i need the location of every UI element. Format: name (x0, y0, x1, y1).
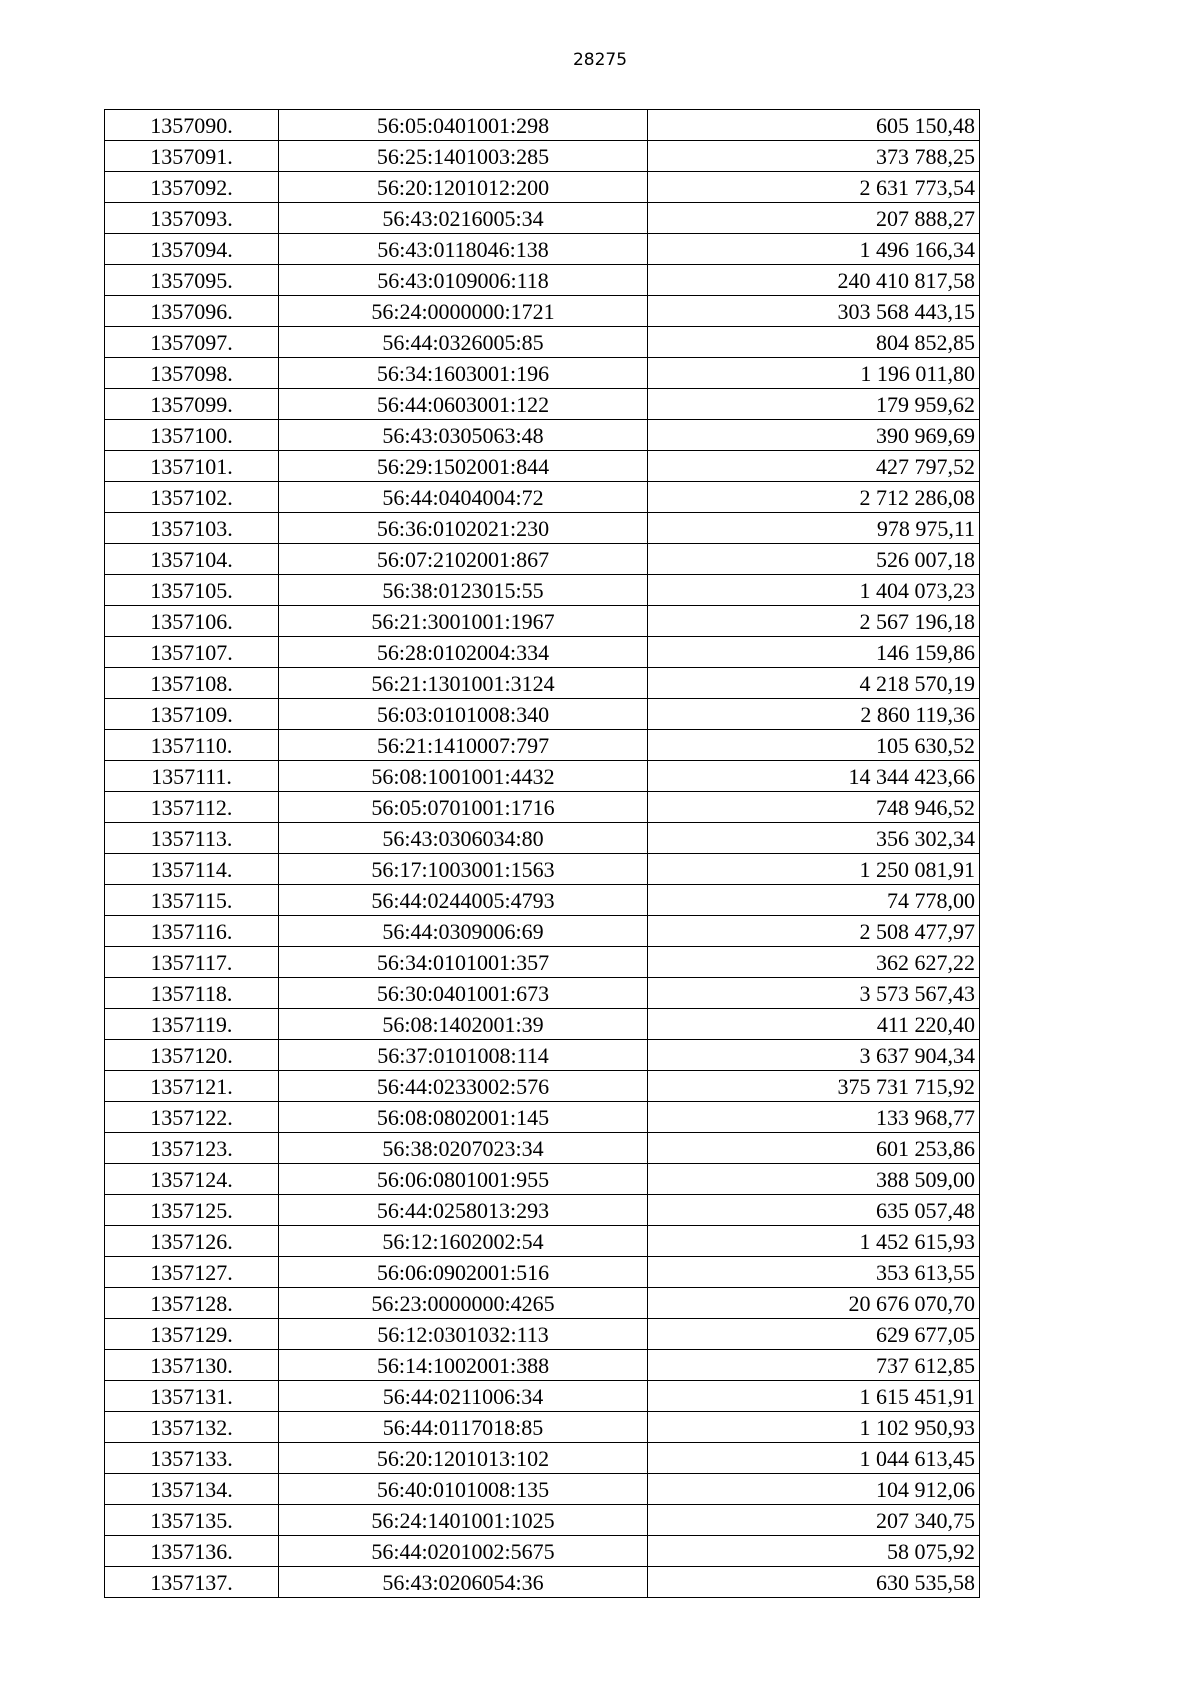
row-number-cell: 1357135. (105, 1505, 279, 1536)
cadastral-number-cell: 56:08:0802001:145 (279, 1102, 648, 1133)
cadastral-number-cell: 56:23:0000000:4265 (279, 1288, 648, 1319)
value-cell: 1 102 950,93 (648, 1412, 980, 1443)
cadastral-number-cell: 56:24:1401001:1025 (279, 1505, 648, 1536)
value-cell: 1 452 615,93 (648, 1226, 980, 1257)
table-row (105, 420, 980, 451)
cadastral-number-cell: 56:44:0117018:85 (279, 1412, 648, 1443)
row-number-cell: 1357113. (105, 823, 279, 854)
value-cell: 1 196 011,80 (648, 358, 980, 389)
cadastral-number-cell: 56:44:0603001:122 (279, 389, 648, 420)
row-number-cell: 1357125. (105, 1195, 279, 1226)
page-number: 28275 (572, 50, 628, 70)
table-row (105, 1381, 980, 1412)
value-cell: 14 344 423,66 (648, 761, 980, 792)
value-cell: 356 302,34 (648, 823, 980, 854)
table-row (105, 1412, 980, 1443)
value-cell: 390 969,69 (648, 420, 980, 451)
value-cell: 1 404 073,23 (648, 575, 980, 606)
row-number-cell: 1357101. (105, 451, 279, 482)
cadastral-number-cell: 56:08:1001001:4432 (279, 761, 648, 792)
cadastral-number-cell: 56:20:1201012:200 (279, 172, 648, 203)
cadastral-number-cell: 56:21:3001001:1967 (279, 606, 648, 637)
row-number-cell: 1357105. (105, 575, 279, 606)
row-number-cell: 1357107. (105, 637, 279, 668)
value-cell: 207 888,27 (648, 203, 980, 234)
row-number-cell: 1357136. (105, 1536, 279, 1567)
row-number-cell: 1357090. (105, 110, 279, 141)
cadastral-number-cell: 56:05:0701001:1716 (279, 792, 648, 823)
row-number-cell: 1357116. (105, 916, 279, 947)
cadastral-number-cell: 56:43:0206054:36 (279, 1567, 648, 1598)
value-cell: 2 860 119,36 (648, 699, 980, 730)
row-number-cell: 1357117. (105, 947, 279, 978)
row-number-cell: 1357104. (105, 544, 279, 575)
value-cell: 179 959,62 (648, 389, 980, 420)
cadastral-number-cell: 56:44:0258013:293 (279, 1195, 648, 1226)
row-number-cell: 1357120. (105, 1040, 279, 1071)
cadastral-number-cell: 56:29:1502001:844 (279, 451, 648, 482)
value-cell: 373 788,25 (648, 141, 980, 172)
value-cell: 1 615 451,91 (648, 1381, 980, 1412)
table-row (105, 1288, 980, 1319)
row-number-cell: 1357112. (105, 792, 279, 823)
value-cell: 104 912,06 (648, 1474, 980, 1505)
cadastral-number-cell: 56:24:0000000:1721 (279, 296, 648, 327)
table-row (105, 513, 980, 544)
cadastral-number-cell: 56:34:0101001:357 (279, 947, 648, 978)
table-row (105, 110, 980, 141)
value-cell: 1 496 166,34 (648, 234, 980, 265)
cadastral-number-cell: 56:28:0102004:334 (279, 637, 648, 668)
table-row (105, 544, 980, 575)
value-cell: 133 968,77 (648, 1102, 980, 1133)
row-number-cell: 1357098. (105, 358, 279, 389)
cadastral-number-cell: 56:43:0109006:118 (279, 265, 648, 296)
table-row (105, 482, 980, 513)
cadastral-number-cell: 56:44:0244005:4793 (279, 885, 648, 916)
table-row (105, 451, 980, 482)
table-row (105, 1567, 980, 1598)
value-cell: 375 731 715,92 (648, 1071, 980, 1102)
row-number-cell: 1357094. (105, 234, 279, 265)
cadastral-number-cell: 56:06:0902001:516 (279, 1257, 648, 1288)
cadastral-number-cell: 56:40:0101008:135 (279, 1474, 648, 1505)
value-cell: 353 613,55 (648, 1257, 980, 1288)
table-row (105, 1257, 980, 1288)
row-number-cell: 1357109. (105, 699, 279, 730)
value-cell: 2 508 477,97 (648, 916, 980, 947)
table-row (105, 358, 980, 389)
value-cell: 605 150,48 (648, 110, 980, 141)
value-cell: 2 631 773,54 (648, 172, 980, 203)
cadastral-number-cell: 56:20:1201013:102 (279, 1443, 648, 1474)
cadastral-number-cell: 56:43:0118046:138 (279, 234, 648, 265)
table-row (105, 1040, 980, 1071)
table-row (105, 203, 980, 234)
row-number-cell: 1357137. (105, 1567, 279, 1598)
cadastral-number-cell: 56:07:2102001:867 (279, 544, 648, 575)
row-number-cell: 1357093. (105, 203, 279, 234)
value-cell: 630 535,58 (648, 1567, 980, 1598)
value-cell: 629 677,05 (648, 1319, 980, 1350)
row-number-cell: 1357106. (105, 606, 279, 637)
value-cell: 20 676 070,70 (648, 1288, 980, 1319)
table-row (105, 947, 980, 978)
table-row (105, 699, 980, 730)
cadastral-number-cell: 56:12:1602002:54 (279, 1226, 648, 1257)
cadastral-number-cell: 56:38:0207023:34 (279, 1133, 648, 1164)
cadastral-number-cell: 56:44:0233002:576 (279, 1071, 648, 1102)
table-row (105, 1536, 980, 1567)
cadastral-number-cell: 56:44:0309006:69 (279, 916, 648, 947)
row-number-cell: 1357132. (105, 1412, 279, 1443)
value-cell: 526 007,18 (648, 544, 980, 575)
row-number-cell: 1357108. (105, 668, 279, 699)
row-number-cell: 1357130. (105, 1350, 279, 1381)
table-row (105, 1443, 980, 1474)
table-row (105, 637, 980, 668)
table-row (105, 1133, 980, 1164)
table-row (105, 668, 980, 699)
value-cell: 748 946,52 (648, 792, 980, 823)
table-row (105, 327, 980, 358)
value-cell: 3 573 567,43 (648, 978, 980, 1009)
value-cell: 146 159,86 (648, 637, 980, 668)
table-row (105, 854, 980, 885)
cadastral-number-cell: 56:37:0101008:114 (279, 1040, 648, 1071)
row-number-cell: 1357124. (105, 1164, 279, 1195)
value-cell: 74 778,00 (648, 885, 980, 916)
table-body (105, 110, 980, 1598)
value-cell: 804 852,85 (648, 327, 980, 358)
table-row (105, 1505, 980, 1536)
row-number-cell: 1357118. (105, 978, 279, 1009)
table-row (105, 916, 980, 947)
table-row (105, 296, 980, 327)
row-number-cell: 1357096. (105, 296, 279, 327)
value-cell: 1 250 081,91 (648, 854, 980, 885)
value-cell: 737 612,85 (648, 1350, 980, 1381)
cadastral-number-cell: 56:21:1410007:797 (279, 730, 648, 761)
cadastral-number-cell: 56:06:0801001:955 (279, 1164, 648, 1195)
row-number-cell: 1357111. (105, 761, 279, 792)
row-number-cell: 1357122. (105, 1102, 279, 1133)
table-row (105, 234, 980, 265)
value-cell: 240 410 817,58 (648, 265, 980, 296)
row-number-cell: 1357115. (105, 885, 279, 916)
row-number-cell: 1357103. (105, 513, 279, 544)
row-number-cell: 1357133. (105, 1443, 279, 1474)
table-row (105, 606, 980, 637)
row-number-cell: 1357100. (105, 420, 279, 451)
cadastral-number-cell: 56:38:0123015:55 (279, 575, 648, 606)
row-number-cell: 1357102. (105, 482, 279, 513)
row-number-cell: 1357121. (105, 1071, 279, 1102)
value-cell: 362 627,22 (648, 947, 980, 978)
row-number-cell: 1357131. (105, 1381, 279, 1412)
value-cell: 2 567 196,18 (648, 606, 980, 637)
value-cell: 105 630,52 (648, 730, 980, 761)
row-number-cell: 1357110. (105, 730, 279, 761)
table-row (105, 575, 980, 606)
value-cell: 303 568 443,15 (648, 296, 980, 327)
row-number-cell: 1357099. (105, 389, 279, 420)
table-row (105, 1350, 980, 1381)
table-row (105, 389, 980, 420)
table-row (105, 141, 980, 172)
value-cell: 635 057,48 (648, 1195, 980, 1226)
cadastral-number-cell: 56:05:0401001:298 (279, 110, 648, 141)
table-row (105, 1071, 980, 1102)
table-row (105, 792, 980, 823)
value-cell: 58 075,92 (648, 1536, 980, 1567)
value-cell: 388 509,00 (648, 1164, 980, 1195)
cadastral-number-cell: 56:03:0101008:340 (279, 699, 648, 730)
table-row (105, 1102, 980, 1133)
table-row (105, 1009, 980, 1040)
table-row (105, 1164, 980, 1195)
row-number-cell: 1357126. (105, 1226, 279, 1257)
cadastral-number-cell: 56:08:1402001:39 (279, 1009, 648, 1040)
table-row (105, 978, 980, 1009)
cadastral-number-cell: 56:43:0216005:34 (279, 203, 648, 234)
table-row (105, 1319, 980, 1350)
cadastral-number-cell: 56:44:0326005:85 (279, 327, 648, 358)
cadastral-number-cell: 56:30:0401001:673 (279, 978, 648, 1009)
cadastral-number-cell: 56:12:0301032:113 (279, 1319, 648, 1350)
row-number-cell: 1357123. (105, 1133, 279, 1164)
row-number-cell: 1357129. (105, 1319, 279, 1350)
row-number-cell: 1357095. (105, 265, 279, 296)
table-row (105, 730, 980, 761)
cadastral-number-cell: 56:44:0211006:34 (279, 1381, 648, 1412)
table-row (105, 885, 980, 916)
table-row (105, 761, 980, 792)
table-row (105, 1474, 980, 1505)
value-cell: 427 797,52 (648, 451, 980, 482)
cadastral-number-cell: 56:36:0102021:230 (279, 513, 648, 544)
value-cell: 411 220,40 (648, 1009, 980, 1040)
value-cell: 1 044 613,45 (648, 1443, 980, 1474)
value-cell: 601 253,86 (648, 1133, 980, 1164)
cadastral-number-cell: 56:43:0306034:80 (279, 823, 648, 854)
cadastral-number-cell: 56:21:1301001:3124 (279, 668, 648, 699)
cadastral-number-cell: 56:43:0305063:48 (279, 420, 648, 451)
row-number-cell: 1357114. (105, 854, 279, 885)
table-row (105, 1226, 980, 1257)
value-cell: 207 340,75 (648, 1505, 980, 1536)
table-row (105, 823, 980, 854)
cadastral-number-cell: 56:14:1002001:388 (279, 1350, 648, 1381)
cadastral-number-cell: 56:44:0404004:72 (279, 482, 648, 513)
table-row (105, 265, 980, 296)
row-number-cell: 1357091. (105, 141, 279, 172)
row-number-cell: 1357097. (105, 327, 279, 358)
value-cell: 2 712 286,08 (648, 482, 980, 513)
value-cell: 978 975,11 (648, 513, 980, 544)
table-row (105, 1195, 980, 1226)
value-cell: 3 637 904,34 (648, 1040, 980, 1071)
row-number-cell: 1357092. (105, 172, 279, 203)
cadastral-value-table (104, 109, 980, 1598)
value-cell: 4 218 570,19 (648, 668, 980, 699)
cadastral-number-cell: 56:17:1003001:1563 (279, 854, 648, 885)
row-number-cell: 1357127. (105, 1257, 279, 1288)
row-number-cell: 1357128. (105, 1288, 279, 1319)
cadastral-number-cell: 56:34:1603001:196 (279, 358, 648, 389)
table-row (105, 172, 980, 203)
cadastral-number-cell: 56:44:0201002:5675 (279, 1536, 648, 1567)
row-number-cell: 1357134. (105, 1474, 279, 1505)
cadastral-number-cell: 56:25:1401003:285 (279, 141, 648, 172)
row-number-cell: 1357119. (105, 1009, 279, 1040)
